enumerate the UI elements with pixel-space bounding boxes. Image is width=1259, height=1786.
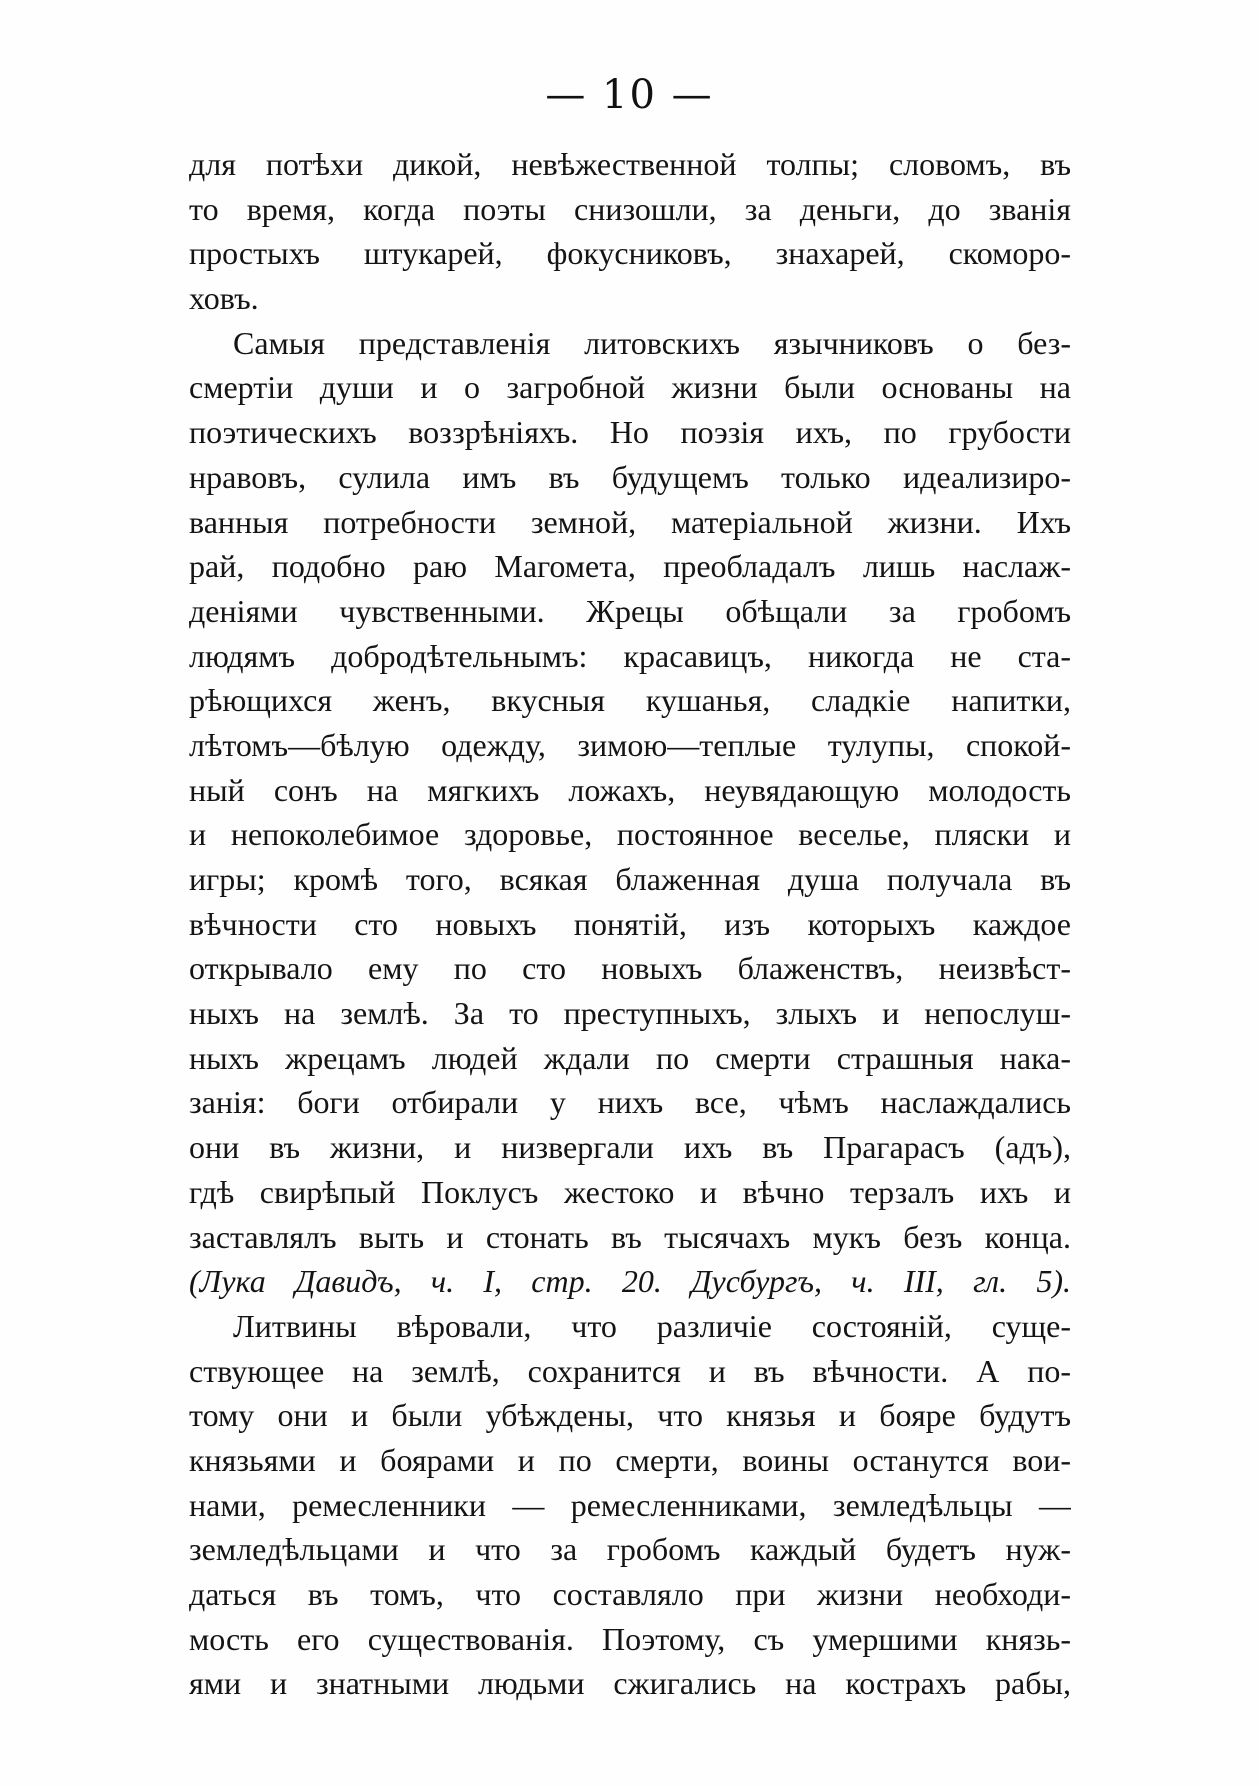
text-line: ховъ. (189, 280, 259, 317)
text-line: Литвины вѣровали, что различіе состояній, суще- (233, 1307, 1071, 1344)
text-line: ныхъ жрецамъ людей ждали по смерти страшныя нака- (189, 1039, 1071, 1076)
text-line: занія: боги отбирали у нихъ все, чѣмъ наслаждались (189, 1084, 1071, 1121)
text-line: даться въ томъ, что составляло при жизни необходи- (189, 1576, 1071, 1612)
text-line: они въ жизни, и низвергали ихъ въ Прагарасъ (адъ), (189, 1129, 1071, 1166)
text-line: смертіи души и о загробной жизни были основаны на (189, 369, 1071, 406)
text-line: то время, когда поэты снизошли, за деньги, до званія (189, 190, 1071, 227)
text-line: ями и знатными людьми сжигались на кострахъ рабы, (189, 1665, 1071, 1702)
text-line: заставлялъ выть и стонать въ тысячахъ мукъ безъ конца. (189, 1218, 1071, 1255)
text-line: нами, ремесленники — ремесленниками, земледѣльцы — (189, 1486, 1071, 1523)
text-line: игры; кромѣ того, всякая блаженная душа получала въ (189, 861, 1071, 897)
text-line: рай, подобно раю Магомета, преобладалъ лишь наслаж- (189, 548, 1071, 585)
text-line: гдѣ свирѣпый Поклусъ жестоко и вѣчно терзалъ ихъ и (189, 1173, 1071, 1210)
text-line: открывало ему по сто новыхъ блаженствъ, неизвѣст- (189, 950, 1071, 987)
page-number: — 10 — (545, 72, 714, 118)
text-line: нравовъ, сулила имъ въ будущемъ только идеализиро- (189, 458, 1071, 495)
text-line: простыхъ штукарей, фокусниковъ, знахарей, скоморо- (189, 235, 1071, 272)
text-line: ствующее на землѣ, сохранится и въ вѣчности. А по- (189, 1352, 1071, 1389)
text-line: рѣющихся женъ, вкусныя кушанья, сладкіе напитки, (189, 682, 1071, 719)
text-line: Самыя представленія литовскихъ язычниковъ о без- (233, 324, 1071, 361)
text-line: ный сонъ на мягкихъ ложахъ, неувядающую молодость (189, 771, 1071, 808)
text-line: людямъ добродѣтельнымъ: красавицъ, никогда не ста- (189, 637, 1071, 674)
citation-line: (Лука Давидъ, ч. I, стр. 20. Дусбургъ, ч. III, гл. 5). (189, 1263, 1071, 1300)
text-line: князьями и боярами и по смерти, воины останутся вои- (189, 1441, 1071, 1478)
text-line: поэтическихъ воззрѣніяхъ. Но поэзія ихъ, по грубости (189, 414, 1071, 451)
text-line: для потѣхи дикой, невѣжественной толпы; словомъ, въ (189, 146, 1071, 182)
text-line: вѣчности сто новыхъ понятій, изъ которыхъ каждое (189, 905, 1071, 942)
text-line: земледѣльцами и что за гробомъ каждый будетъ нуж- (189, 1531, 1071, 1568)
text-line: мость его существованія. Поэтому, съ умершими князь- (189, 1620, 1071, 1657)
text-line: тому они и были убѣждены, что князья и бояре будутъ (189, 1397, 1071, 1434)
text-line: лѣтомъ—бѣлую одежду, зимою—теплые тулупы, спокой- (189, 726, 1071, 763)
text-line: ванныя потребности земной, матеріальной жизни. Ихъ (189, 503, 1071, 540)
body-text (189, 142, 1071, 1706)
text-line: и непоколебимое здоровье, постоянное веселье, пляски и (189, 816, 1071, 853)
text-line: ныхъ на землѣ. За то преступныхъ, злыхъ и непослуш- (189, 995, 1071, 1032)
text-line: деніями чувственными. Жрецы обѣщали за гробомъ (189, 592, 1071, 629)
